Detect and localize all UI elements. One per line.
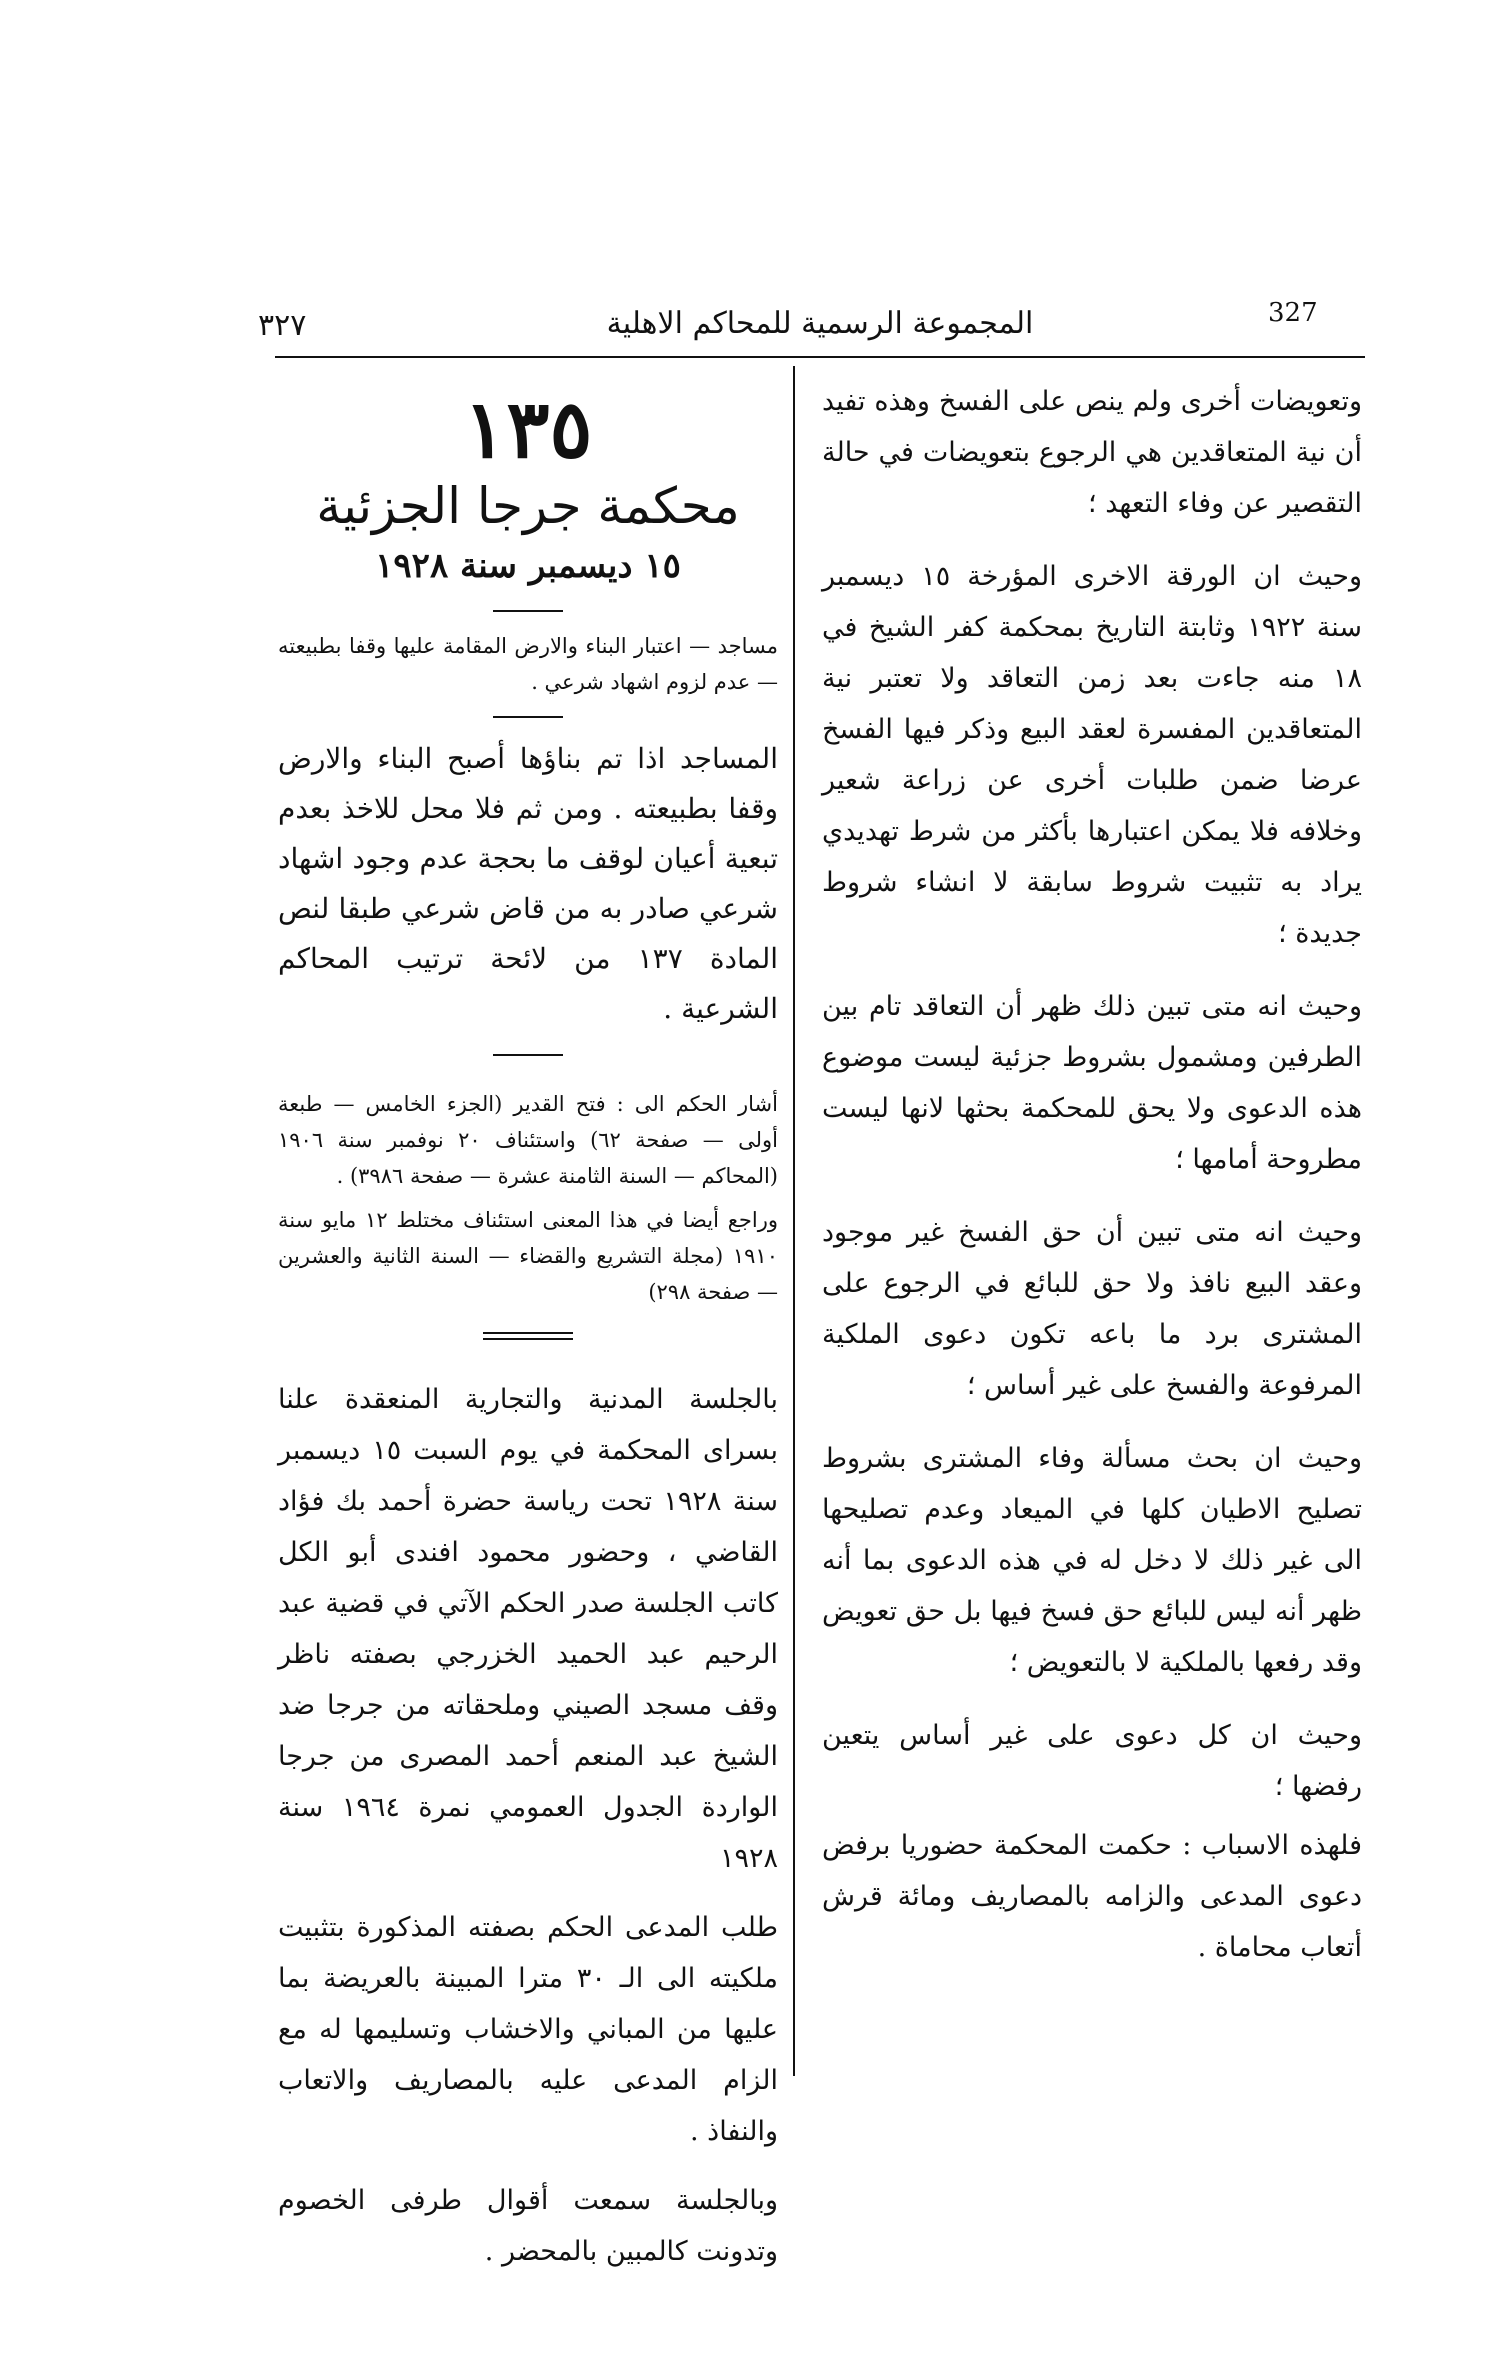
section-rule bbox=[493, 610, 563, 612]
case-keywords: مساجد — اعتبار البناء والارض المقامة عليها وقفا بطبيعته — عدم لزوم اشهاد شرعي . bbox=[278, 634, 778, 694]
section-rule bbox=[493, 716, 563, 718]
column-divider bbox=[793, 366, 795, 2076]
right-paragraph-5: وحيث ان بحث مسألة وفاء المشترى بشروط تصليح الاطيان كلها في الميعاد وعدم تصليحها الى غير ذلك لا دخل له في هذه الدعوى بما أنه ظهر أنه ليس للبائع حق فسخ فيها بل حق تعويض وقد رفعها بالملكية لا بالتعويض ؛ bbox=[822, 1443, 1362, 1678]
section-rule bbox=[493, 1054, 563, 1056]
right-paragraph-4: وحيث انه متى تبين أن حق الفسخ غير موجود وعقد البيع نافذ ولا حق للبائع في الرجوع على المشترى برد ما باعه تكون دعوى الملكية المرفوعة والفسخ على غير أساس ؛ bbox=[822, 1217, 1362, 1401]
claim-paragraph: طلب المدعى الحكم بصفته المذكورة بتثبيت ملكيته الى الـ ٣٠ مترا المبينة بالعريضة بما عليها من المباني والاخشاب وتسليمها له مع الزام المدعى عليه بالمصاريف والاتعاب والنفاذ . bbox=[278, 1912, 779, 2147]
right-paragraph-1: وتعويضات أخرى ولم ينص على الفسخ وهذه تفيد أن نية المتعاقدين هي الرجوع بتعويضات في حالة التقصير عن وفاء التعهد ؛ bbox=[822, 386, 1362, 519]
hearing-paragraph: وبالجلسة سمعت أقوال طرفى الخصوم وتدونت كالمبين بالمحضر . bbox=[278, 2185, 778, 2267]
right-paragraph-6: وحيث ان كل دعوى على غير أساس يتعين رفضها ؛ bbox=[822, 1720, 1362, 1802]
reference-note-1: أشار الحكم الى : فتح القدير (الجزء الخامس — طبعة أولى — صفحة ٦٢) واستئناف ٢٠ نوفمبر سنة ١٩٠٦ (المحاكم — السنة الثامنة عشرة — صفحة ٣٩٨٦) . bbox=[278, 1092, 778, 1188]
page-number-latin: 327 bbox=[1268, 298, 1318, 328]
left-column bbox=[278, 384, 778, 2295]
right-paragraph-2: وحيث ان الورقة الاخرى المؤرخة ١٥ ديسمبر سنة ١٩٢٢ وثابتة التاريخ بمحكمة كفر الشيخ في ١٨ منه جاءت بعد زمن التعاقد ولا تعتبر نية المتعاقدين المفسرة لعقد البيع وذكر فيها الفسخ عرضا ضمن طلبات أخرى عن زراعة شعير وخلافه فلا يمكن اعتبارها بأكثر من شرط تهديدي يراد به تثبيت شروط سابقة لا انشاء شروط جديدة ؛ bbox=[822, 561, 1362, 949]
session-paragraph: بالجلسة المدنية والتجارية المنعقدة علنا بسراى المحكمة في يوم السبت ١٥ ديسمبر سنة ١٩٢٨ تحت رياسة حضرة أحمد بك فؤاد القاضي ، وحضور محمود افندى أبو الكل كاتب الجلسة صدر الحكم الآتي في قضية عبد الرحيم عبد الحميد الخزرجي بصفته ناظر وقف مسجد الصيني وملحقاته من جرجا ضد الشيخ عبد المنعم أحمد المصرى من جرجا الواردة الجدول العمومي نمرة ١٩٦٤ سنة ١٩٢٨ bbox=[278, 1384, 778, 1874]
page-number-arabic: ٣٢٧ bbox=[258, 308, 307, 343]
case-holding: المساجد اذا تم بناؤها أصبح البناء والارض وقفا بطبيعته . ومن ثم فلا محل للاخذ بعدم تبعية أعيان لوقف ما بحجة عدم وجود اشهاد شرعي صادر به من قاض شرعي طبقا لنص المادة ١٣٧ من لائحة ترتيب المحاكم الشرعية . bbox=[278, 742, 778, 1025]
journal-title: المجموعة الرسمية للمحاكم الاهلية bbox=[606, 306, 1034, 341]
header-rule bbox=[275, 356, 1365, 358]
reference-note-2: وراجع أيضا في هذا المعنى استئناف مختلط ١٢ مايو سنة ١٩١٠ (مجلة التشريع والقضاء — السنة الثانية والعشرين — صفحة ٢٩٨) bbox=[278, 1208, 778, 1304]
right-paragraph-7: فلهذه الاسباب : حكمت المحكمة حضوريا برفض دعوى المدعى والزامه بالمصاريف ومائة قرش أتعاب محاماة . bbox=[822, 1830, 1362, 1963]
right-paragraph-3: وحيث انه متى تبين ذلك ظهر أن التعاقد تام بين الطرفين ومشمول بشروط جزئية ليست موضوع هذه الدعوى ولا يحق للمحكمة بحثها لانها ليست مطروحة أمامها ؛ bbox=[822, 991, 1362, 1175]
right-column bbox=[822, 376, 1362, 1995]
double-rule bbox=[483, 1332, 573, 1340]
case-date: ١٥ ديسمبر سنة ١٩٢٨ bbox=[375, 546, 681, 586]
case-number: ١٣٥ bbox=[463, 382, 593, 476]
court-name: محكمة جرجا الجزئية bbox=[316, 477, 740, 535]
